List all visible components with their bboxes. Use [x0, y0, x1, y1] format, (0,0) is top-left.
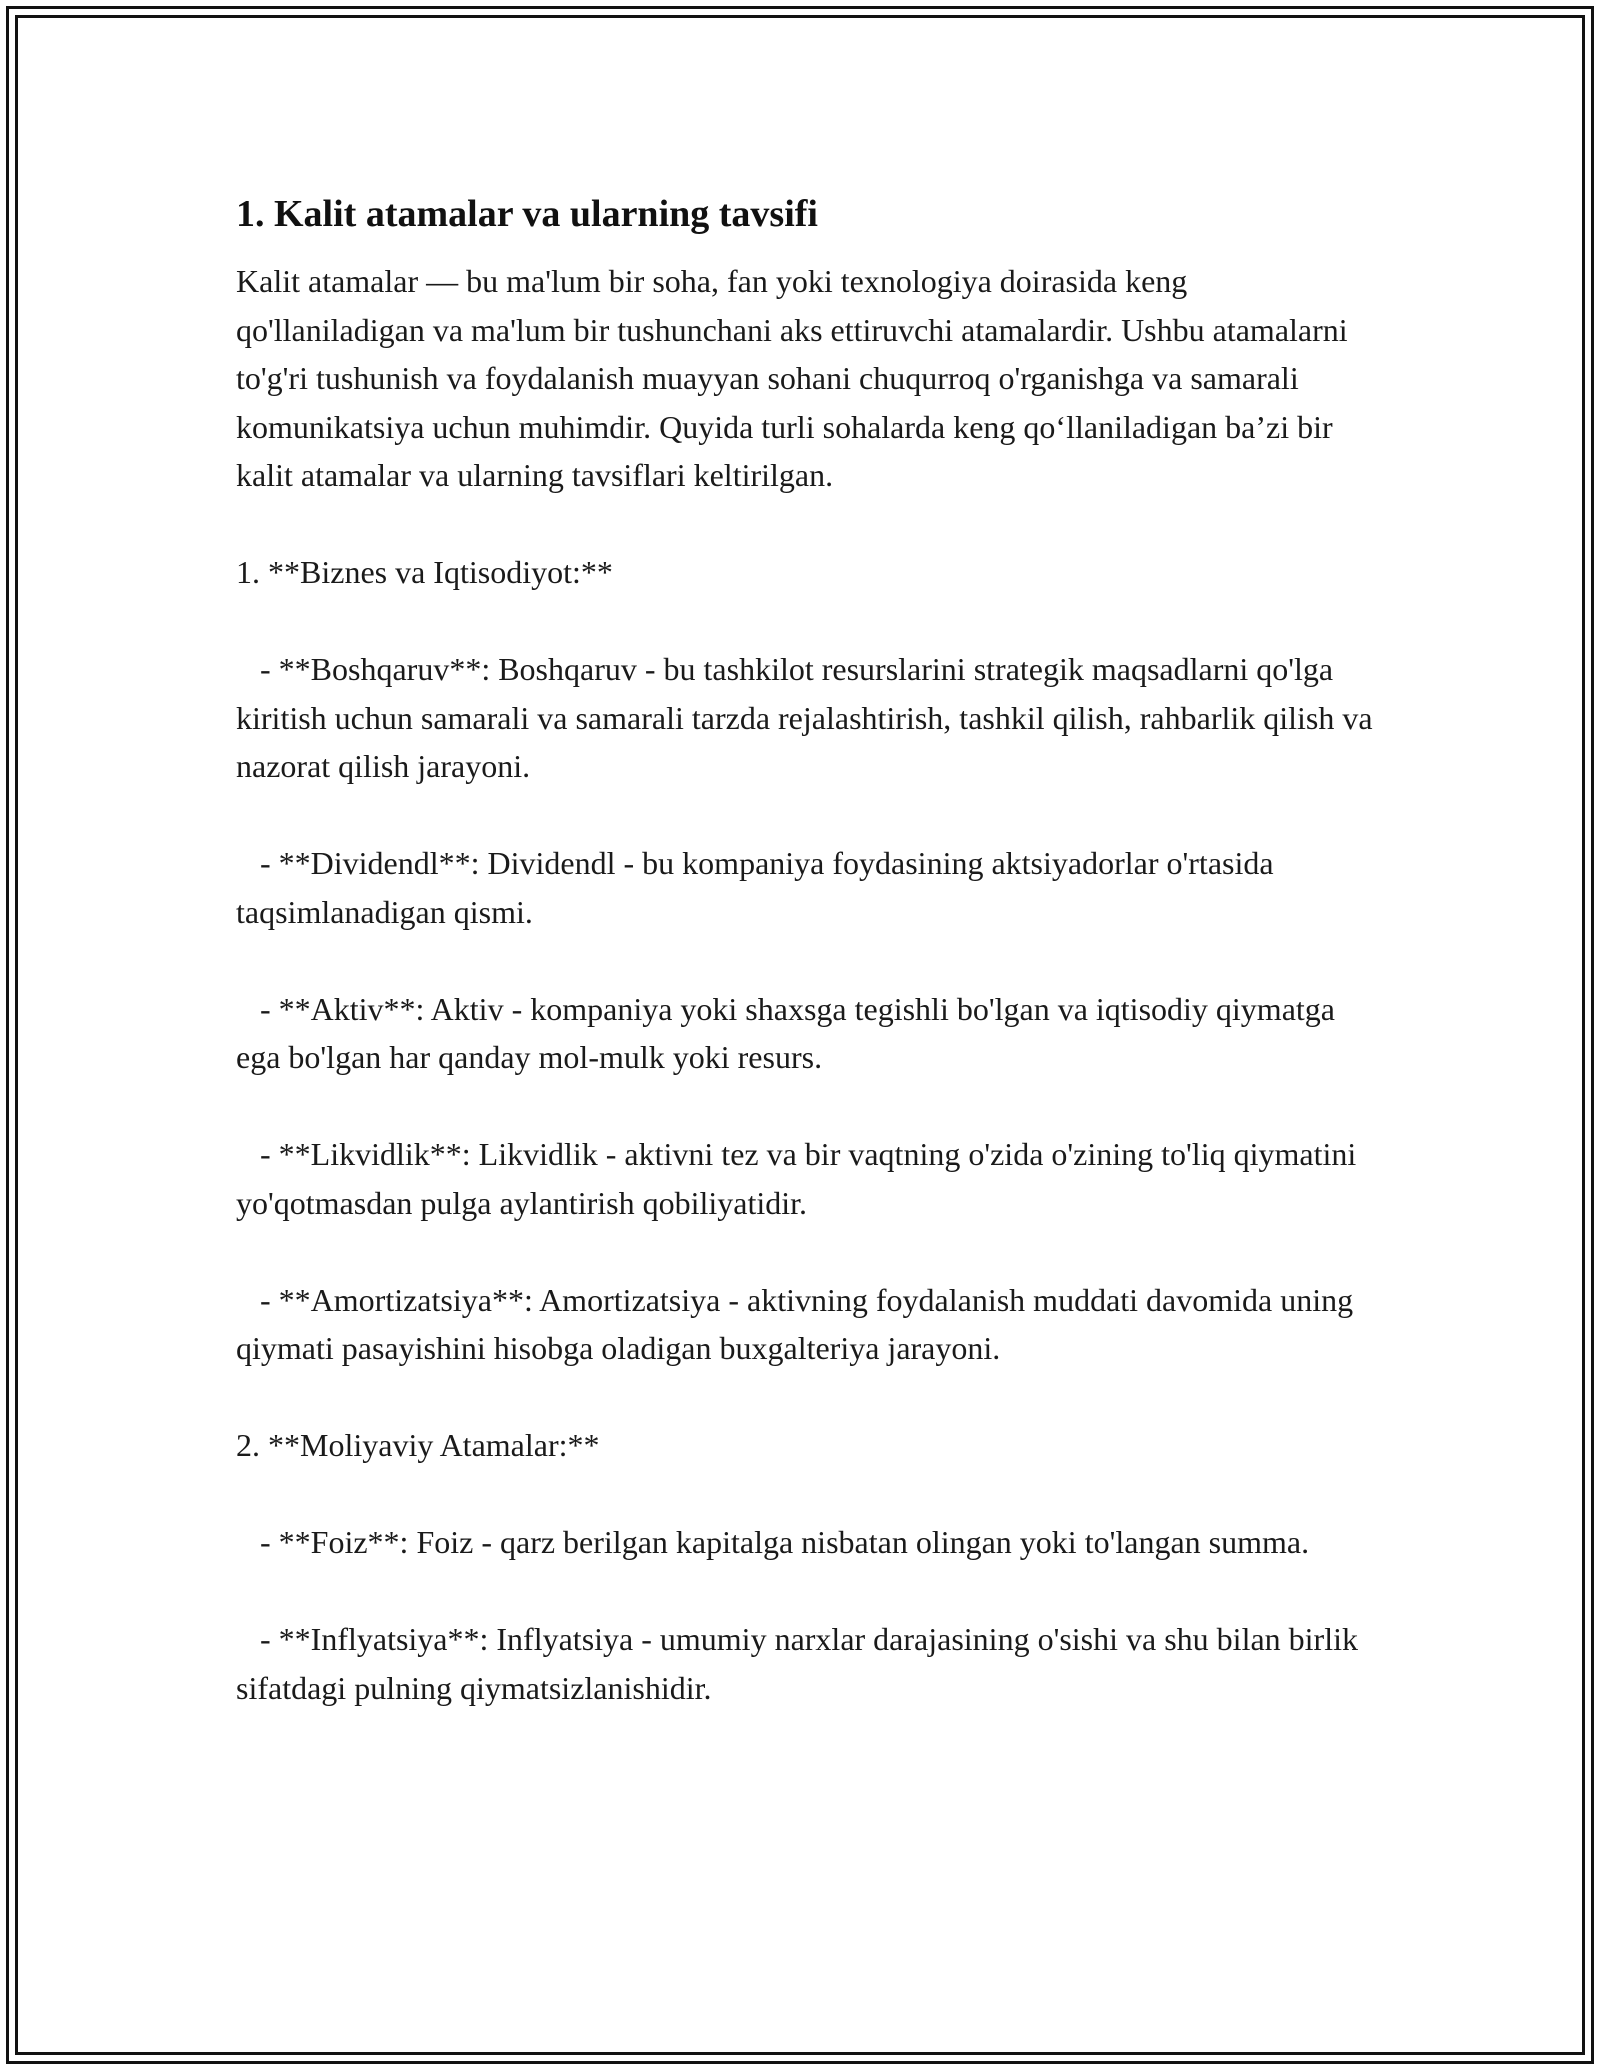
list-item-inflyatsiya: - **Inflyatsiya**: Inflyatsiya - umumiy narxlar darajasining o'sishi va shu bilan birlik sifatdagi pulning qiymatsizlanishidir. — [236, 1621, 1366, 1706]
list-item-foiz: - **Foiz**: Foiz - qarz berilgan kapitalga nisbatan olingan yoki to'langan summa. — [236, 1524, 1310, 1560]
spacer — [236, 1567, 1376, 1616]
section-heading-business: 1. **Biznes va Iqtisodiyot:** — [236, 554, 613, 590]
spacer — [236, 597, 1376, 646]
list-item-likvidlik: - **Likvidlik**: Likvidlik - aktivni tez va bir vaqtning o'zida o'zining to'liq qiymatini yo'qotmasdan pulga aylantirish qobiliyatidir. — [236, 1136, 1365, 1221]
spacer — [236, 1470, 1376, 1519]
spacer — [236, 1227, 1376, 1276]
list-item-boshqaruv: - **Boshqaruv**: Boshqaruv - bu tashkilot resurslarini strategik maqsadlarni qo'lga kiritish uchun samarali va samarali tarzda rejalashtirish, tashkil qilish, rahbarlik qilish va nazorat qilish jarayoni. — [236, 651, 1381, 784]
list-item-aktiv: - **Aktiv**: Aktiv - kompaniya yoki shaxsga tegishli bo'lgan va iqtisodiy qiymatga ega bo'lgan har qanday mol-mulk yoki resurs. — [236, 990, 1343, 1075]
spacer — [236, 1373, 1376, 1422]
list-item-amortizatsiya: - **Amortizatsiya**: Amortizatsiya - aktivning foydalanish muddati davomida uning qiymati pasayishini hisobga oladigan buxgalteriya jarayoni. — [236, 1281, 1362, 1366]
section-heading-finance: 2. **Moliyaviy Atamalar:** — [236, 1427, 600, 1463]
list-item-dividendl: - **Dividendl**: Dividendl - bu kompaniya foydasining aktsiyadorlar o'rtasida taqsimlanadigan qismi. — [236, 845, 1282, 930]
spacer — [236, 936, 1376, 985]
page-title: 1. Kalit atamalar va ularning tavsifi — [236, 193, 818, 235]
spacer — [236, 791, 1376, 840]
intro-paragraph: Kalit atamalar — bu ma'lum bir soha, fan yoki texnologiya doirasida keng qo'llaniladigan va ma'lum bir tushunchani aks ettiruvchi atamalardir. Ushbu atamalarni to'g'ri tushunish va foydalanish muayyan sohani chuqurroq o'rganishga va samarali komunikatsiya uchun muhimdir. Quyida turli sohalarda keng qo‘llaniladigan ba’zi bir kalit atamalar va ularning tavsiflari keltirilgan. — [236, 263, 1348, 493]
document-body — [236, 183, 1381, 1712]
spacer — [236, 500, 1376, 549]
spacer — [236, 1082, 1376, 1131]
